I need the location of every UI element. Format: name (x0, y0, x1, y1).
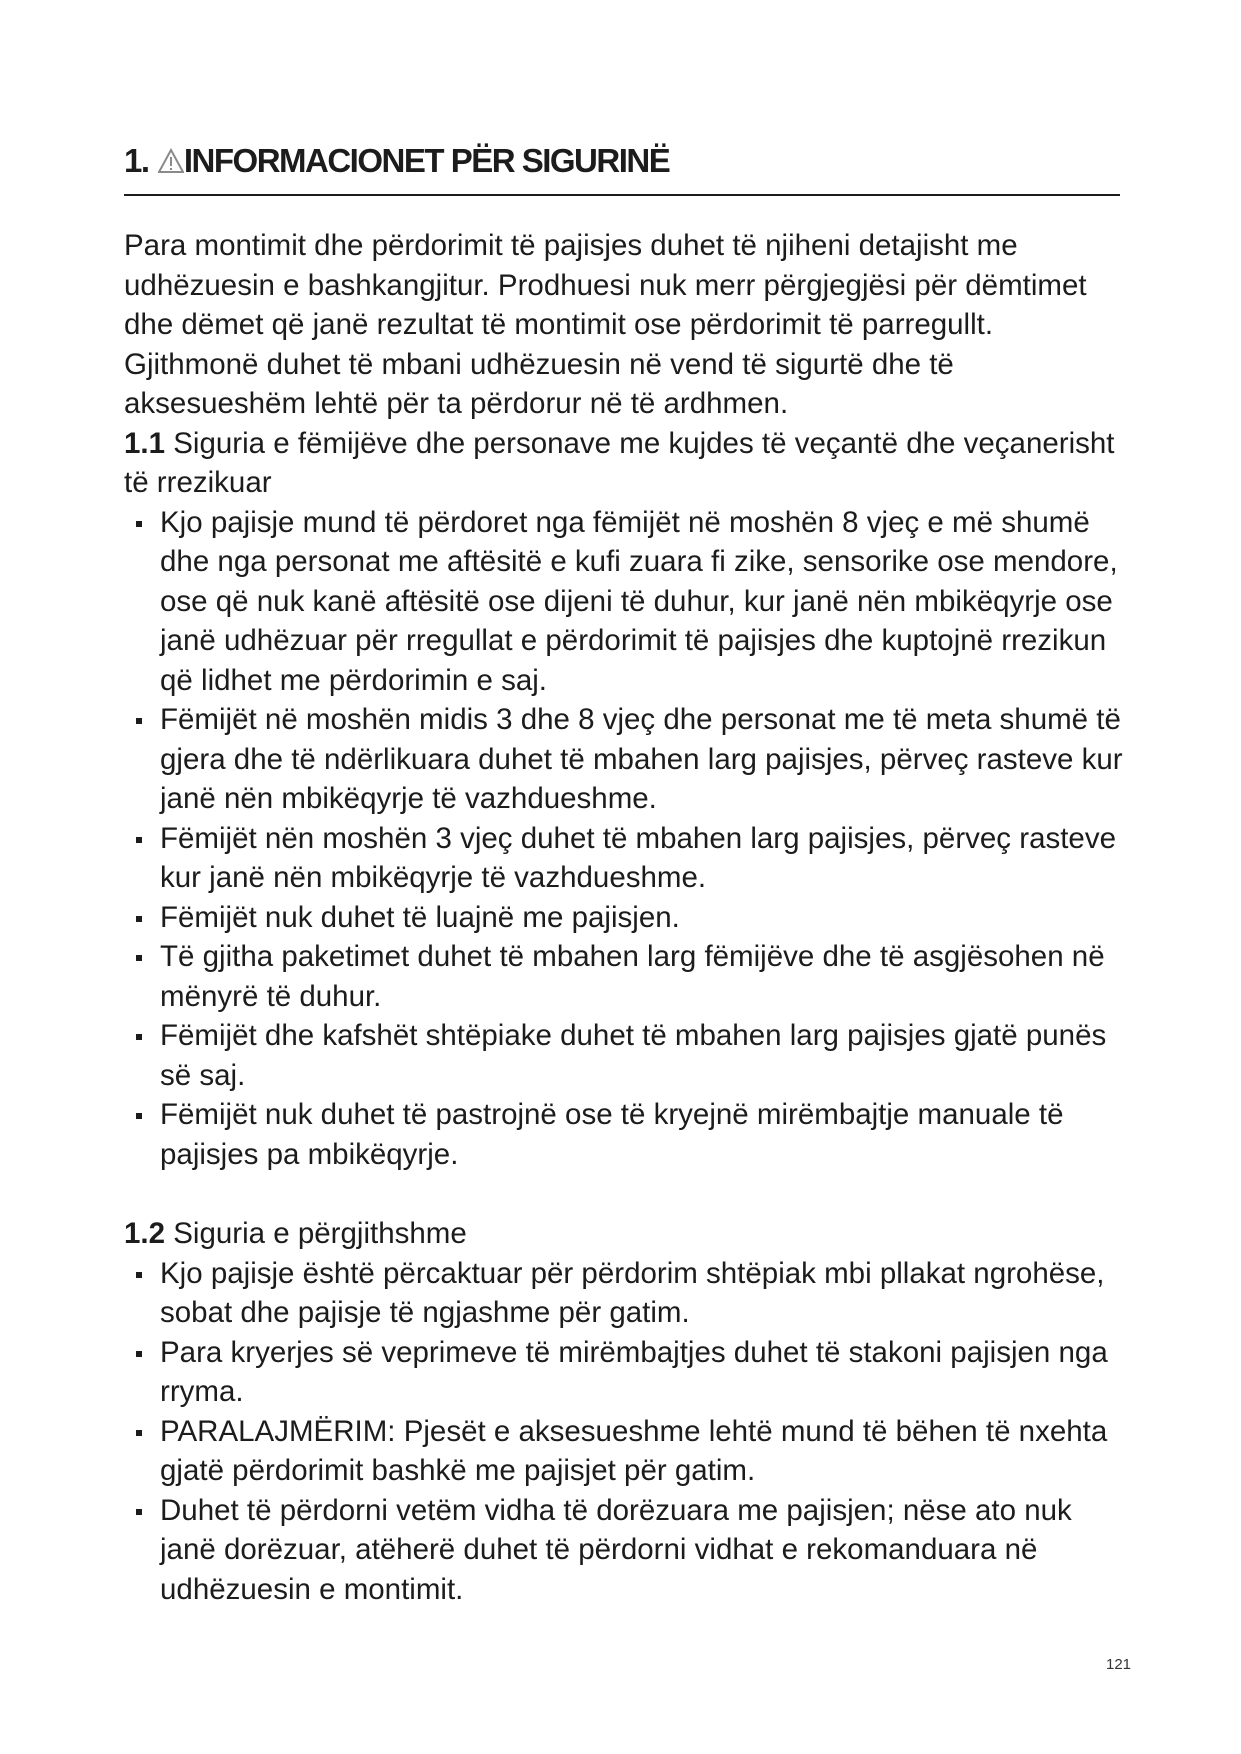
intro-paragraph: Para montimit dhe përdorimit të pajisjes duhet të njiheni detajisht me udhëzuesin e bashkangjitur. Prodhuesi nuk merr përgjegjësi për dëmtimet dhe dëmet që janë rezultat të montimit ose përdorimit të parregullt. Gjithmonë duhet të mbani udhëzuesin në vend të sigurtë dhe të aksesueshëm lehtë për ta përdorur në të ardhmen. (124, 229, 1087, 420)
list-item: Kjo pajisje është përcaktuar për përdorim shtëpiak mbi pllakat ngrohëse, sobat dhe pajisje të ngjashme për gatim. (160, 1254, 1124, 1333)
section-1-1 (124, 424, 1124, 1175)
list-item: Kjo pajisje mund të përdoret nga fëmijët në moshën 8 vjeç e më shumë dhe nga personat me aftësitë e kufi zuara fi zike, sensorike ose mendore, ose që nuk kanë aftësitë ose dijeni të duhur, kur janë nën mbikëqyrje ose janë udhëzuar për rregullat e përdorimit të pajisjes dhe kuptojnë rrezikun që lidhet me përdorimin e saj. (160, 503, 1124, 701)
list-item: PARALAJMËRIM: Pjesët e aksesueshme lehtë mund të bëhen të nxehta gjatë përdorimit bashkë me pajisjet për gatim. (160, 1412, 1124, 1491)
page-body (124, 226, 1124, 1609)
section-heading (124, 140, 1120, 196)
list-item: Fëmijët dhe kafshët shtëpiake duhet të mbahen larg pajisjes gjatë punës së saj. (160, 1016, 1124, 1095)
section-subheading (124, 424, 1124, 503)
list-item: Para kryerjes së veprimeve të mirëmbajtjes duhet të stakoni pajisjen nga rryma. (160, 1333, 1124, 1412)
section-title: Siguria e fëmijëve dhe personave me kujdes të veçantë dhe veçanerisht të rrezikuar (124, 426, 1115, 499)
page-number: 121 (1106, 1656, 1132, 1673)
heading-number: 1. (124, 142, 149, 179)
section-title: Siguria e përgjithshme (173, 1217, 467, 1250)
list-item: Duhet të përdorni vetëm vidha të dorëzuara me pajisjen; nëse ato nuk janë dorëzuar, atëherë duhet të përdorni vidhat e rekomanduara në udhëzuesin e montimit. (160, 1491, 1124, 1610)
section-spacer (124, 1174, 1124, 1214)
list-item: Fëmijët nuk duhet të pastrojnë ose të kryejnë mirëmbajtje manuale të pajisjes pa mbikëqyrje. (160, 1095, 1124, 1174)
heading-title: INFORMACIONET PËR SIGURINË (183, 142, 670, 179)
list-item: Të gjitha paketimet duhet të mbahen larg fëmijëve dhe të asgjësohen në mënyrë të duhur. (160, 937, 1124, 1016)
warning-triangle-icon (158, 148, 184, 174)
list-item: Fëmijët nuk duhet të luajnë me pajisjen. (160, 898, 1124, 938)
section-subheading (124, 1214, 1124, 1254)
list-item: Fëmijët nën moshën 3 vjeç duhet të mbahen larg pajisjes, përveç rasteve kur janë nën mbikëqyrje të vazhdueshme. (160, 819, 1124, 898)
bullet-list (124, 503, 1124, 1175)
section-1-2 (124, 1214, 1124, 1609)
section-number: 1.1 (124, 426, 166, 460)
section-number: 1.2 (124, 1217, 166, 1250)
list-item: Fëmijët në moshën midis 3 dhe 8 vjeç dhe personat me të meta shumë të gjera dhe të ndërlikuara duhet të mbahen larg pajisjes, përveç rasteve kur janë nën mbikëqyrje të vazhdueshme. (160, 700, 1124, 819)
bullet-list (124, 1254, 1124, 1610)
